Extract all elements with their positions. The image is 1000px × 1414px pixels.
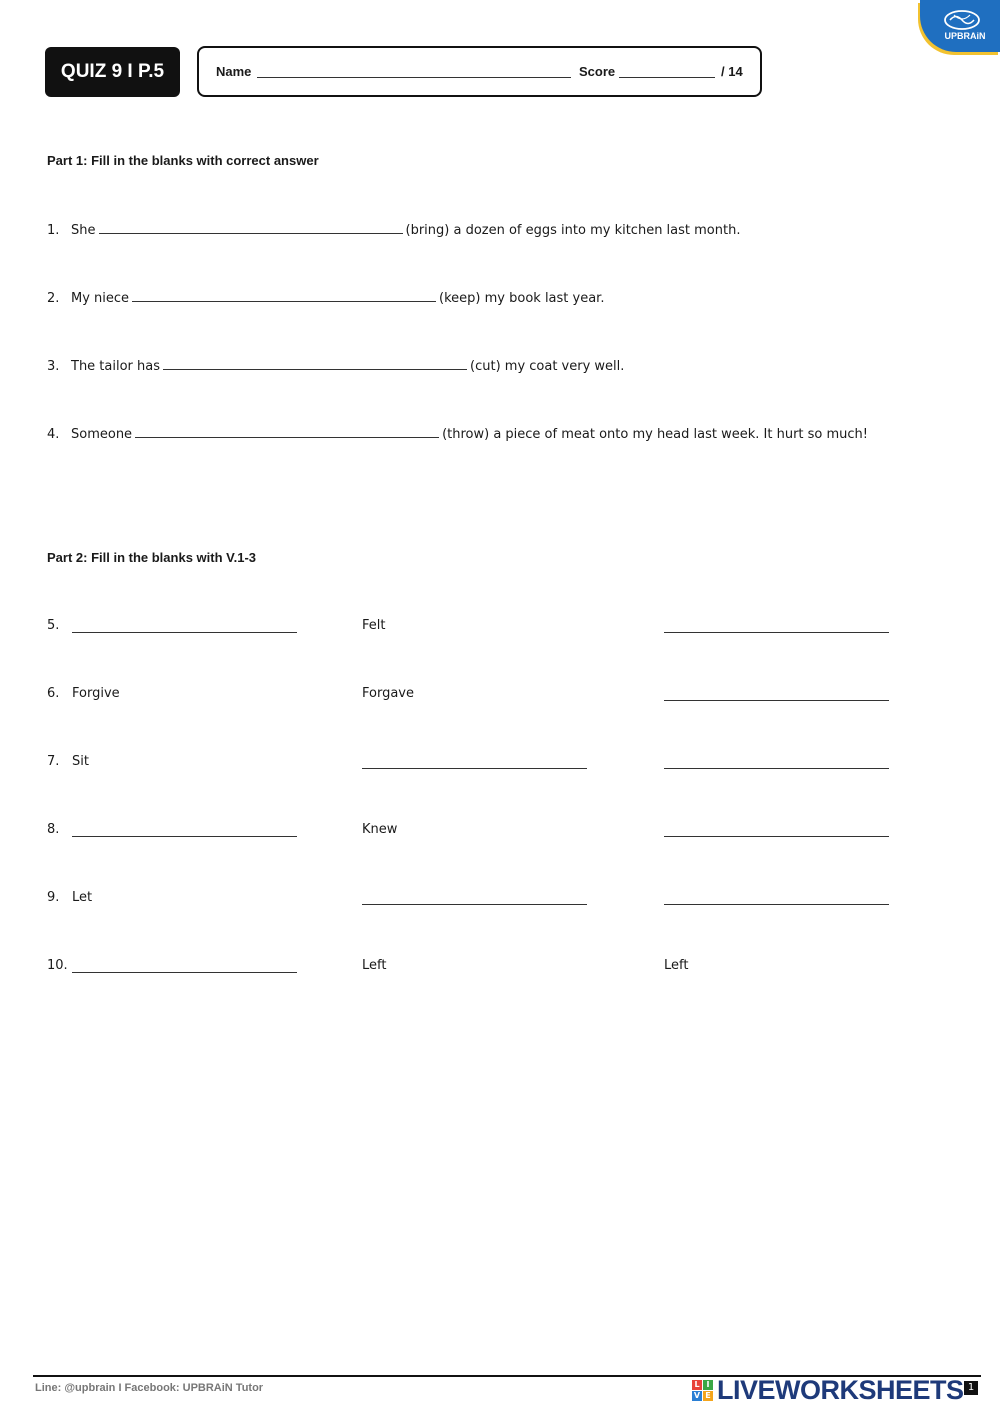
row-number: 10. <box>47 958 68 973</box>
v2-word: Left <box>362 958 387 973</box>
question-row <box>47 357 624 374</box>
question-prefix: The tailor has <box>71 359 161 374</box>
question-row <box>47 221 740 238</box>
v3-blank[interactable] <box>664 686 889 701</box>
question-suffix: (keep) my book last year. <box>439 291 605 306</box>
page-number: 1 <box>964 1381 978 1395</box>
v1-blank[interactable] <box>72 822 297 837</box>
name-score-box <box>197 46 762 97</box>
footer-contact: Line: @upbrain I Facebook: UPBRAiN Tutor <box>35 1382 264 1394</box>
v3-blank[interactable] <box>664 618 889 633</box>
quiz-title-badge <box>45 47 180 97</box>
question-prefix: Someone <box>71 427 133 442</box>
liveworksheets-wordmark: LIVEWORKSHEETS <box>717 1374 964 1405</box>
v1-word: Let <box>72 890 93 905</box>
part1-title: Part 1: Fill in the blanks with correct answer <box>47 153 319 168</box>
brain-icon <box>942 9 982 31</box>
v1-blank[interactable] <box>72 618 297 633</box>
v2-blank[interactable] <box>362 890 587 905</box>
question-prefix: My niece <box>71 291 130 306</box>
logo-brand-text: UPBRAiN <box>944 31 986 41</box>
part2-title: Part 2: Fill in the blanks with V.1-3 <box>47 550 257 565</box>
answer-blank[interactable] <box>132 289 436 302</box>
v3-blank[interactable] <box>664 822 889 837</box>
row-number: 6. <box>47 686 60 701</box>
name-label: Name <box>216 64 252 79</box>
answer-blank[interactable] <box>135 425 439 438</box>
row-number: 8. <box>47 822 60 837</box>
v3-blank[interactable] <box>664 754 889 769</box>
v2-word: Knew <box>362 822 398 837</box>
question-number: 2. <box>47 291 60 306</box>
quiz-title: QUIZ 9 I P.5 <box>60 61 165 82</box>
answer-blank[interactable] <box>99 221 403 234</box>
question-prefix: She <box>71 223 96 238</box>
question-suffix: (throw) a piece of meat onto my head last week. It hurt so much! <box>442 427 869 442</box>
v2-blank[interactable] <box>362 754 587 769</box>
v3-word: Left <box>664 958 689 973</box>
question-number: 4. <box>47 427 60 442</box>
row-number: 5. <box>47 618 60 633</box>
v1-word: Forgive <box>72 686 120 701</box>
v1-blank[interactable] <box>72 958 297 973</box>
answer-blank[interactable] <box>163 357 467 370</box>
question-suffix: (cut) my coat very well. <box>470 359 625 374</box>
score-label: Score <box>579 64 616 79</box>
score-field[interactable] <box>619 63 715 78</box>
name-field[interactable] <box>257 63 571 78</box>
v3-blank[interactable] <box>664 890 889 905</box>
question-number: 3. <box>47 359 60 374</box>
upbrain-logo <box>920 0 1000 52</box>
liveworksheets-icon: L I V E <box>692 1380 713 1401</box>
question-row <box>47 289 604 306</box>
question-number: 1. <box>47 223 60 238</box>
v2-word: Felt <box>362 618 386 633</box>
question-suffix: (bring) a dozen of eggs into my kitchen last month. <box>405 223 741 238</box>
question-row <box>47 425 868 442</box>
score-total: / 14 <box>721 64 743 79</box>
row-number: 7. <box>47 754 60 769</box>
liveworksheets-logo <box>692 1375 964 1405</box>
row-number: 9. <box>47 890 60 905</box>
v2-word: Forgave <box>362 686 414 701</box>
v1-word: Sit <box>72 754 89 769</box>
